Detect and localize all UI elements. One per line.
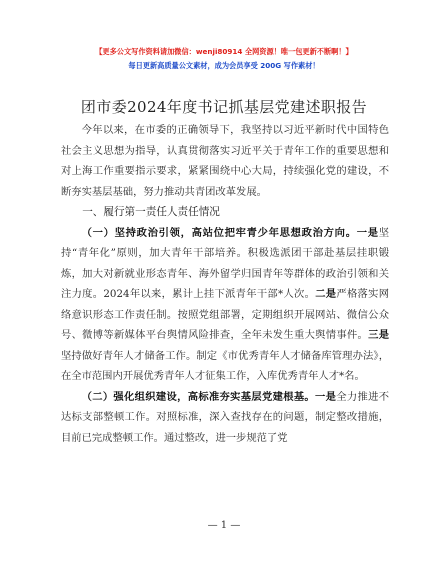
intro-paragraph: 今年以来，在市委的正确领导下，我坚持以习近平新时代中国特色社会主义思想为指导，认真贯彻落实习近平关于青年工作的重要思想和对上海工作重要指示要求，紧紧围绕中心大局，持续强化党的建设，不断夯实基层基础，努力推动共青团改革发展。 <box>61 124 389 198</box>
item-2-marker-1: 一是 <box>315 390 337 403</box>
item-1-marker-2: 二是 <box>315 288 337 300</box>
item-1-paragraph <box>61 223 389 387</box>
item-2-lead: （二）强化组织建设，高标准夯实基层党建根基。 <box>81 390 316 403</box>
item-1-text-2: 严格落实网络意识形态工作责任制。按照党组部署，定期组织开展网站、微信公众号、微博等新媒体平台舆情风险排查，全年未发生重大舆情事件。 <box>61 288 390 341</box>
item-2-paragraph <box>61 387 389 449</box>
page-number: — 1 — <box>207 520 241 531</box>
item-1-marker-1: 一是 <box>356 226 379 239</box>
document-body <box>61 120 389 448</box>
item-1-lead: （一）坚持政治引领，高站位把牢青少年思想政治方向。 <box>81 226 357 239</box>
promo-banner-line-1: 【更多公文写作资料请加微信：wenji80914 全网资源！唯一包更新不断啊！】 <box>95 47 353 56</box>
item-1-text-1: 坚持“青年化”原则，加大青年干部培养。积极选派团干部赴基层挂职锻炼，加大对新就业形态青年、海外留学归国青年等群体的政治引领和关注力度。2024年以来，累计上挂下派青年干部*人次。 <box>61 226 390 300</box>
item-2-text-1: 全力推进不达标支部整顿工作。对照标准，深入查找存在的问题，制定整改措施，目前已完成整顿工作。通过整改，进一步规范了党 <box>61 390 390 444</box>
item-1-text-3: 坚持做好青年人才储备工作。制定《市优秀青年人才储备库管理办法》，在全市范围内开展优秀青年人才征集工作，入库优秀青年人才*名。 <box>61 349 389 382</box>
section-heading: 一、履行第一责任人责任情况 <box>82 206 220 218</box>
document-title: 团市委2024年度书记抓基层党建述职报告 <box>80 98 368 116</box>
item-1-marker-3: 三是 <box>368 329 390 341</box>
promo-banner-line-2: 每日更新高质量公文素材，成为会员享受 200G 写作素材！ <box>128 61 320 70</box>
